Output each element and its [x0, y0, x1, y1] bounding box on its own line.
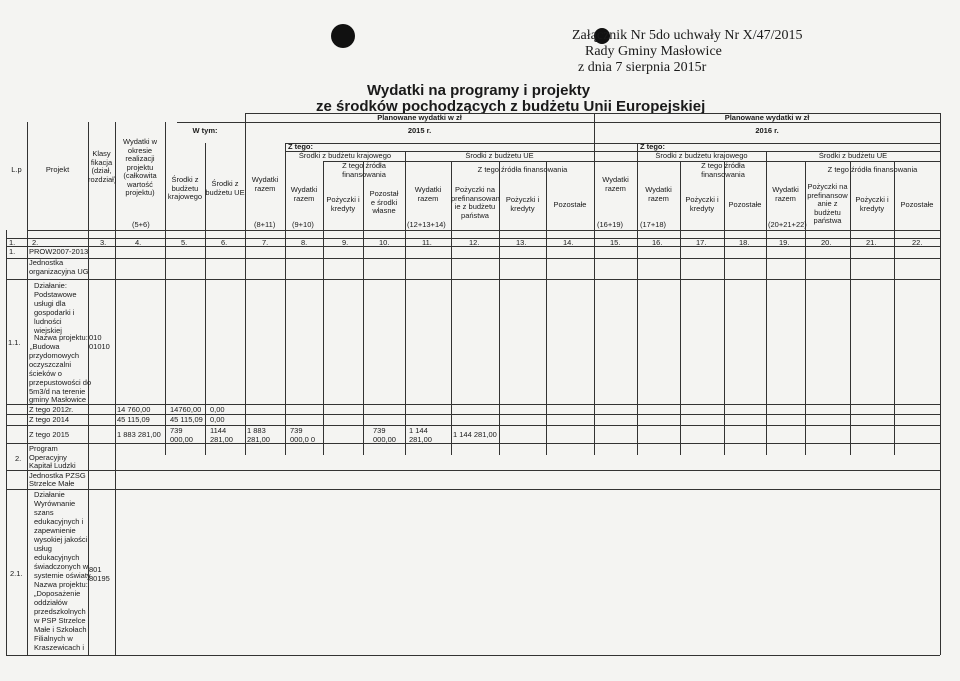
zrodla-fin-2016-ue: Z tego źródła finansowania: [827, 165, 918, 174]
col-num: 9.: [342, 238, 349, 247]
formula-5-6: (5+6): [132, 220, 150, 229]
wydatki-razem-15: Wydatki razem: [602, 175, 629, 193]
page-subtitle: ze środków pochodzących z budżetu Unii Europejskiej: [316, 98, 706, 115]
col-srodki-kraj-header: Środki z budżetu krajowego: [167, 175, 203, 201]
col-num: 12.: [469, 238, 480, 247]
formula-17-18: (17+18): [640, 220, 667, 229]
row-1-1-dzial: 010: [89, 333, 102, 342]
col-num: 17.: [696, 238, 707, 247]
col-lp-header: L.p: [11, 165, 22, 174]
z-tego-2014-total: 45 115,09: [117, 415, 150, 424]
pozyczki-prefinans-12: Pożyczki na prefinansowan ie z budżetu państwa: [451, 185, 500, 220]
pozostale-wlasne-10: Pozostał e środki własne: [369, 189, 399, 215]
zrodla-fin-2015-kraj: Z tego źródła finansowania: [342, 161, 386, 179]
col-wydatki-razem-7-header: Wydatki razem: [251, 175, 279, 193]
formula-8-11: (8+11): [254, 220, 276, 229]
col-num: 2.: [32, 238, 39, 247]
z-tego-2014-ue: 0,00: [210, 415, 225, 424]
z-tego-2015-c10: 739 000,00: [373, 426, 396, 444]
z-tego-2012-ue: 0,00: [210, 405, 225, 414]
pozyczki-kredyty-21: Pożyczki i kredyty: [855, 195, 889, 213]
pozyczki-kredyty-17: Pożyczki i kredyty: [685, 195, 719, 213]
col-num: 6.: [221, 238, 228, 247]
row-1-number: 1.: [9, 247, 16, 256]
col-klasyfikacja-header: Klasy fikacja (dział, rozdział): [88, 149, 117, 184]
col-num: 4.: [135, 238, 142, 247]
year-2016-label: 2016 r.: [755, 126, 779, 135]
row-1-unit-line-1: Jednostka: [29, 258, 64, 267]
z-tego-2015-c8: 739 000,0 0: [290, 426, 316, 444]
z-tego-2015-label: Z tego 2015: [29, 430, 70, 439]
col-num: 22.: [912, 238, 923, 247]
pozostale-14: Pozostałe: [553, 200, 587, 209]
row-1-1-rozdzial: 01010: [89, 342, 110, 351]
row-2-program-line-2: Operacyjny: [29, 453, 67, 462]
col-total-value-header: Wydatki w okresie realizacji projektu (całkowita wartość projektu): [122, 137, 158, 197]
z-tego-2014-kraj: 45 115,09: [170, 415, 203, 424]
col-num: 8.: [301, 238, 308, 247]
z-tego-2015-ue: 1144 281,00: [210, 426, 233, 444]
col-num: 20.: [821, 238, 832, 247]
col-projekt-header: Projekt: [45, 165, 70, 174]
formula-20-22: (20+21+22): [768, 220, 807, 229]
z-tego-2014-label: Z tego 2014: [29, 415, 70, 424]
col-num: 16.: [652, 238, 663, 247]
row-2-1-dzial: 801: [89, 565, 102, 574]
wydatki-razem-19: Wydatki razem: [772, 185, 799, 203]
col-num: 18.: [739, 238, 750, 247]
srodki-kraj-2016: Środki z budżetu krajowego: [655, 151, 748, 160]
pozostale-22: Pozostałe: [900, 200, 934, 209]
srodki-ue-2016: Środki z budżetu UE: [818, 151, 888, 160]
row-2-unit-line-1: Jednostka PZSG: [29, 471, 86, 480]
planned-2016-label: Planowane wydatki w zł: [724, 113, 810, 122]
wydatki-razem-11: Wydatki razem: [414, 185, 442, 203]
pozostale-18: Pozostałe: [728, 200, 762, 209]
col-num: 7.: [262, 238, 269, 247]
z-tego-2015-total: 1 883 281,00: [117, 430, 161, 439]
wydatki-razem-8: Wydatki razem: [290, 185, 318, 203]
row-2-number: 2.: [15, 454, 22, 463]
col-num: 10.: [379, 238, 390, 247]
col-num: 19.: [779, 238, 790, 247]
row-1-1-number: 1.1.: [8, 338, 21, 347]
srodki-kraj-2015: Środki z budżetu krajowego: [298, 151, 392, 160]
col-num: 1.: [9, 238, 16, 247]
z-tego-2012-total: 14 760,00: [117, 405, 151, 414]
attachment-line-1: Załącznik Nr 5do uchwały Nr X/47/2015: [572, 28, 803, 43]
col-num: 14.: [563, 238, 574, 247]
page-title: Wydatki na programy i projekty: [367, 82, 591, 99]
col-srodki-ue-header: Środki z budżetu UE: [205, 179, 245, 197]
formula-16-19: (16+19): [597, 220, 624, 229]
attachment-line-3: z dnia 7 sierpnia 2015r: [578, 60, 707, 75]
srodki-ue-2015: Środki z budżetu UE: [465, 151, 534, 160]
col-num: 15.: [610, 238, 621, 247]
row-2-unit-line-2: Strzelce Małe: [29, 479, 75, 488]
col-wtym-header: W tym:: [192, 126, 218, 135]
row-1-program: PROW2007-2013: [29, 247, 89, 256]
row-1-unit-line-2: organizacyjna UG: [29, 267, 89, 276]
punch-hole: [331, 24, 355, 48]
formula-12-14: (12+13+14): [407, 220, 446, 229]
z-tego-2012-kraj: 14760,00: [170, 405, 202, 414]
col-num: 21.: [866, 238, 877, 247]
z-tego-2015-c7: 1 883 281,00: [247, 426, 270, 444]
wydatki-razem-16: Wydatki razem: [645, 185, 672, 203]
row-2-program-line-3: Kapitał Ludzki: [29, 461, 76, 470]
pozyczki-kredyty-13: Pożyczki i kredyty: [505, 195, 540, 213]
attachment-line-2: Rady Gminy Masłowice: [585, 44, 722, 59]
col-num: 5.: [181, 238, 188, 247]
year-2015-label: 2015 r.: [407, 126, 432, 135]
formula-9-10: (9+10): [292, 220, 314, 229]
z-tego-2015-c11: 1 144 281,00: [409, 426, 432, 444]
z-tego-2015: Z tego:: [288, 142, 313, 151]
planned-2015-label: Planowane wydatki w zł: [377, 113, 462, 122]
row-2-1-number: 2.1.: [10, 569, 23, 578]
zrodla-fin-2016-kraj: Z tego źródła finansowania: [701, 161, 745, 179]
z-tego-2012-label: Z tego 2012r.: [29, 405, 74, 414]
col-num: 13.: [516, 238, 527, 247]
pozyczki-prefinans-20: Pożyczki na prefinansow anie z budżetu państwa: [807, 182, 848, 225]
z-tego-2015-kraj: 739 000,00: [170, 426, 193, 444]
z-tego-2016: Z tego:: [640, 142, 665, 151]
col-num: 3.: [100, 238, 107, 247]
zrodla-fin-2015-ue: Z tego źródła finansowania: [477, 165, 568, 174]
col-num: 11.: [422, 238, 432, 247]
z-tego-2015-c12: 1 144 281,00: [453, 430, 497, 439]
row-2-1-rozdzial: 80195: [89, 574, 110, 583]
pozyczki-kredyty-9: Pożyczki i kredyty: [326, 195, 360, 213]
row-2-program-line-1: Program: [29, 444, 58, 453]
